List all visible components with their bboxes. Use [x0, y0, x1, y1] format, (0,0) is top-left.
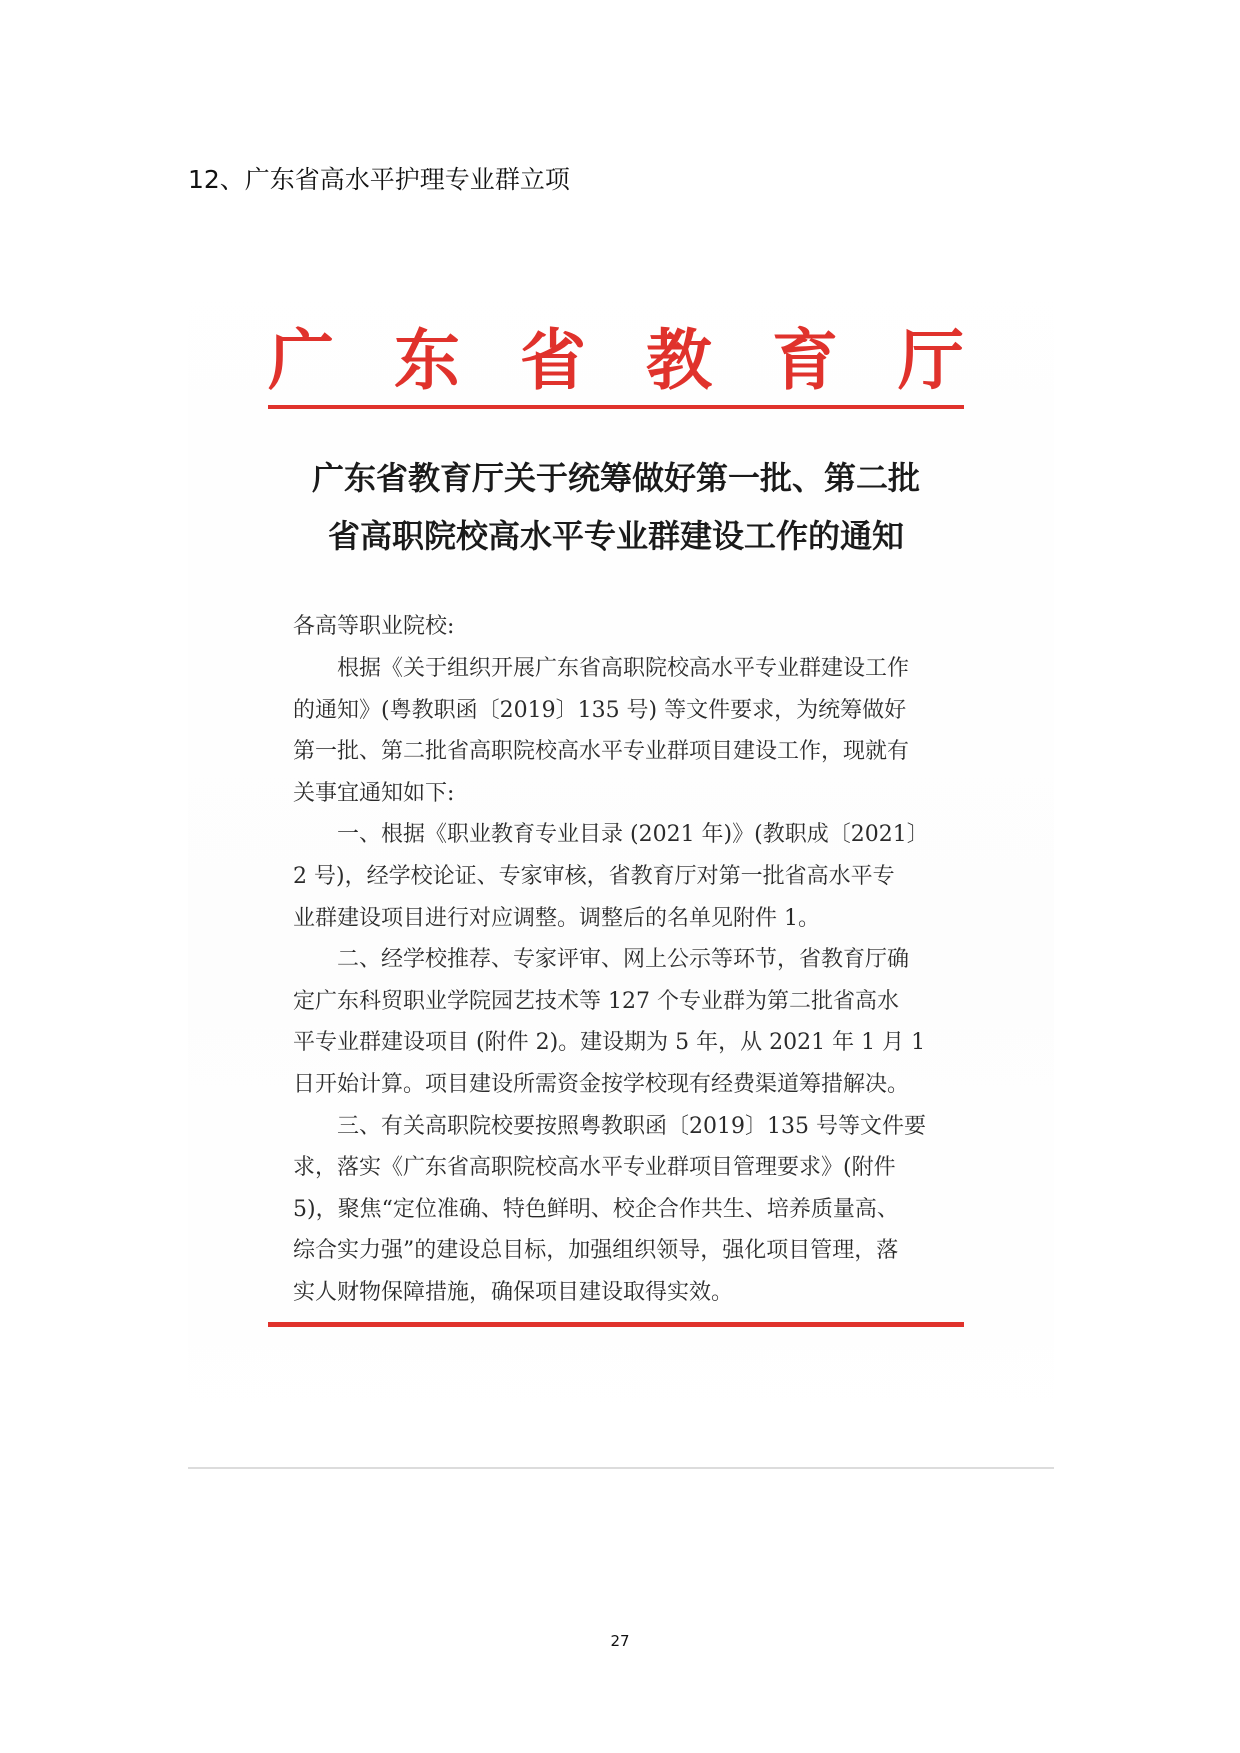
body-line: 实人财物保障措施，确保项目建设取得实效。 [293, 1279, 734, 1305]
document-title-line-2: 省高职院校高水平专业群建设工作的通知 [327, 517, 904, 555]
document-title-line-1: 广东省教育厅关于统筹做好第一批、第二批 [311, 459, 920, 497]
letterhead-char: 教 [646, 321, 712, 399]
body-line: 三、有关高职院校要按照粤教职函〔2019〕135 号等文件要 [337, 1113, 926, 1139]
footer-red-rule [268, 1322, 964, 1327]
letterhead-char: 广 [268, 321, 334, 399]
body-line: 5)，聚焦“定位准确、特色鲜明、校企合作共生、培养质量高、 [293, 1196, 899, 1222]
page-number: 27 [610, 1632, 630, 1650]
body-line: 根据《关于组织开展广东省高职院校高水平专业群建设工作 [337, 656, 910, 681]
letterhead-char: 省 [520, 321, 586, 399]
body-line: 第一批、第二批省高职院校高水平专业群项目建设工作，现就有 [293, 739, 910, 765]
salutation: 各高等职业院校: [293, 614, 455, 639]
body-line: 的通知》(粤教职函〔2019〕135 号) 等文件要求，为统筹做好 [293, 697, 907, 723]
letterhead-char: 厅 [898, 321, 964, 399]
body-line: 二、经学校推荐、专家评审、网上公示等环节，省教育厅确 [337, 947, 910, 973]
body-line: 综合实力强”的建设总目标，加强组织领导，强化项目管理，落 [293, 1238, 899, 1264]
letterhead-red-rule [268, 405, 964, 409]
body-line: 定广东科贸职业学院园艺技术等 127 个专业群为第二批省高水 [293, 988, 899, 1014]
body-line: 平专业群建设项目 (附件 2)。建设期为 5 年，从 2021 年 1 月 1 [293, 1030, 926, 1056]
letterhead-char: 东 [394, 321, 460, 399]
section-heading: 12、广东省高水平护理专业群立项 [188, 165, 570, 194]
body-line: 业群建设项目进行对应调整。调整后的名单见附件 1。 [293, 905, 820, 931]
body-line: 求，落实《广东省高职院校高水平专业群项目管理要求》(附件 [293, 1155, 896, 1181]
letterhead [268, 321, 964, 399]
letterhead-char: 育 [772, 321, 838, 399]
body-line: 一、根据《职业教育专业目录 (2021 年)》(教职成〔2021〕 [337, 822, 929, 848]
body-line: 日开始计算。项目建设所需资金按学校现有经费渠道筹措解决。 [293, 1071, 910, 1097]
body-line: 关事宜通知如下: [293, 780, 455, 806]
body-line: 2 号)，经学校论证、专家审核，省教育厅对第一批省高水平专 [293, 863, 895, 889]
document-body [293, 648, 953, 1314]
